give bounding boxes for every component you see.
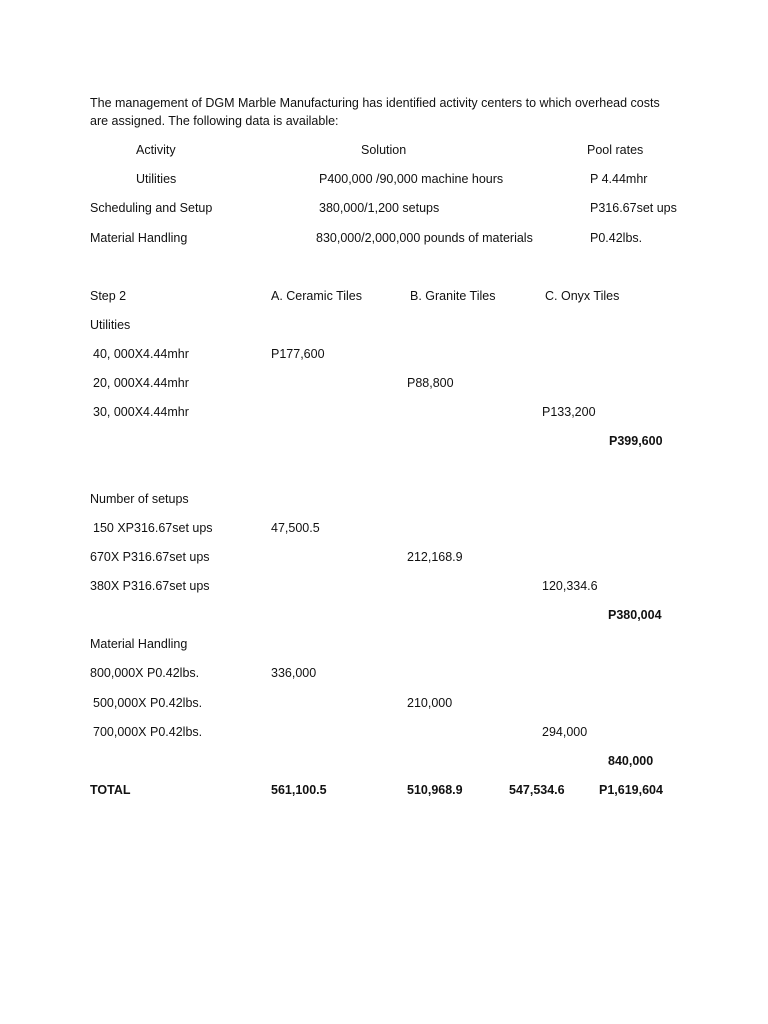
activity-scheduling: Scheduling and Setup: [90, 201, 213, 215]
column-granite: B. Granite Tiles: [410, 289, 496, 303]
setups-value-ceramic: 47,500.5: [271, 521, 320, 535]
setups-row-label: 380X P316.67set ups: [90, 579, 210, 593]
activity-utilities: Utilities: [136, 172, 177, 186]
rate-scheduling: P316.67set ups: [590, 201, 677, 215]
header-solution: Solution: [361, 143, 407, 157]
activity-material: Material Handling: [90, 231, 188, 245]
intro-line-1: The management of DGM Marble Manufacturing has identified activity centers to which overhead costs: [90, 96, 660, 110]
utilities-row-label: 30, 000X4.44mhr: [93, 405, 189, 419]
column-ceramic: A. Ceramic Tiles: [271, 289, 362, 303]
solution-scheduling: 380,000/1,200 setups: [319, 201, 440, 215]
utilities-heading: Utilities: [90, 318, 131, 332]
material-value-onyx: 294,000: [542, 725, 588, 739]
setups-value-onyx: 120,334.6: [542, 579, 598, 593]
solution-material: 830,000/2,000,000 pounds of materials: [316, 231, 533, 245]
total-granite: 510,968.9: [407, 783, 463, 797]
setups-row-label: 670X P316.67set ups: [90, 550, 210, 564]
total-ceramic: 561,100.5: [271, 783, 327, 797]
material-value-granite: 210,000: [407, 696, 453, 710]
grand-total: P1,619,604: [599, 783, 663, 797]
intro-line-2: are assigned. The following data is available:: [90, 114, 339, 128]
rate-utilities: P 4.44mhr: [590, 172, 648, 186]
material-total: 840,000: [608, 754, 654, 768]
material-row-label: 500,000X P0.42lbs.: [93, 696, 203, 710]
setups-heading: Number of setups: [90, 492, 189, 506]
solution-utilities: P400,000 /90,000 machine hours: [319, 172, 504, 186]
step2-label: Step 2: [90, 289, 127, 303]
utilities-row-label: 20, 000X4.44mhr: [93, 376, 189, 390]
utilities-value-granite: P88,800: [407, 376, 454, 390]
header-pool-rates: Pool rates: [587, 143, 644, 157]
setups-row-label: 150 XP316.67set ups: [93, 521, 213, 535]
column-onyx: C. Onyx Tiles: [545, 289, 620, 303]
material-row-label: 700,000X P0.42lbs.: [93, 725, 203, 739]
material-value-ceramic: 336,000: [271, 666, 317, 680]
total-onyx: 547,534.6: [509, 783, 565, 797]
setups-total: P380,004: [608, 608, 662, 622]
header-activity: Activity: [136, 143, 176, 157]
utilities-total: P399,600: [609, 434, 663, 448]
material-heading: Material Handling: [90, 637, 188, 651]
setups-value-granite: 212,168.9: [407, 550, 463, 564]
utilities-row-label: 40, 000X4.44mhr: [93, 347, 189, 361]
material-row-label: 800,000X P0.42lbs.: [90, 666, 200, 680]
total-label: TOTAL: [90, 783, 131, 797]
utilities-value-onyx: P133,200: [542, 405, 596, 419]
rate-material: P0.42lbs.: [590, 231, 643, 245]
intro-paragraph: [90, 94, 690, 130]
utilities-value-ceramic: P177,600: [271, 347, 325, 361]
